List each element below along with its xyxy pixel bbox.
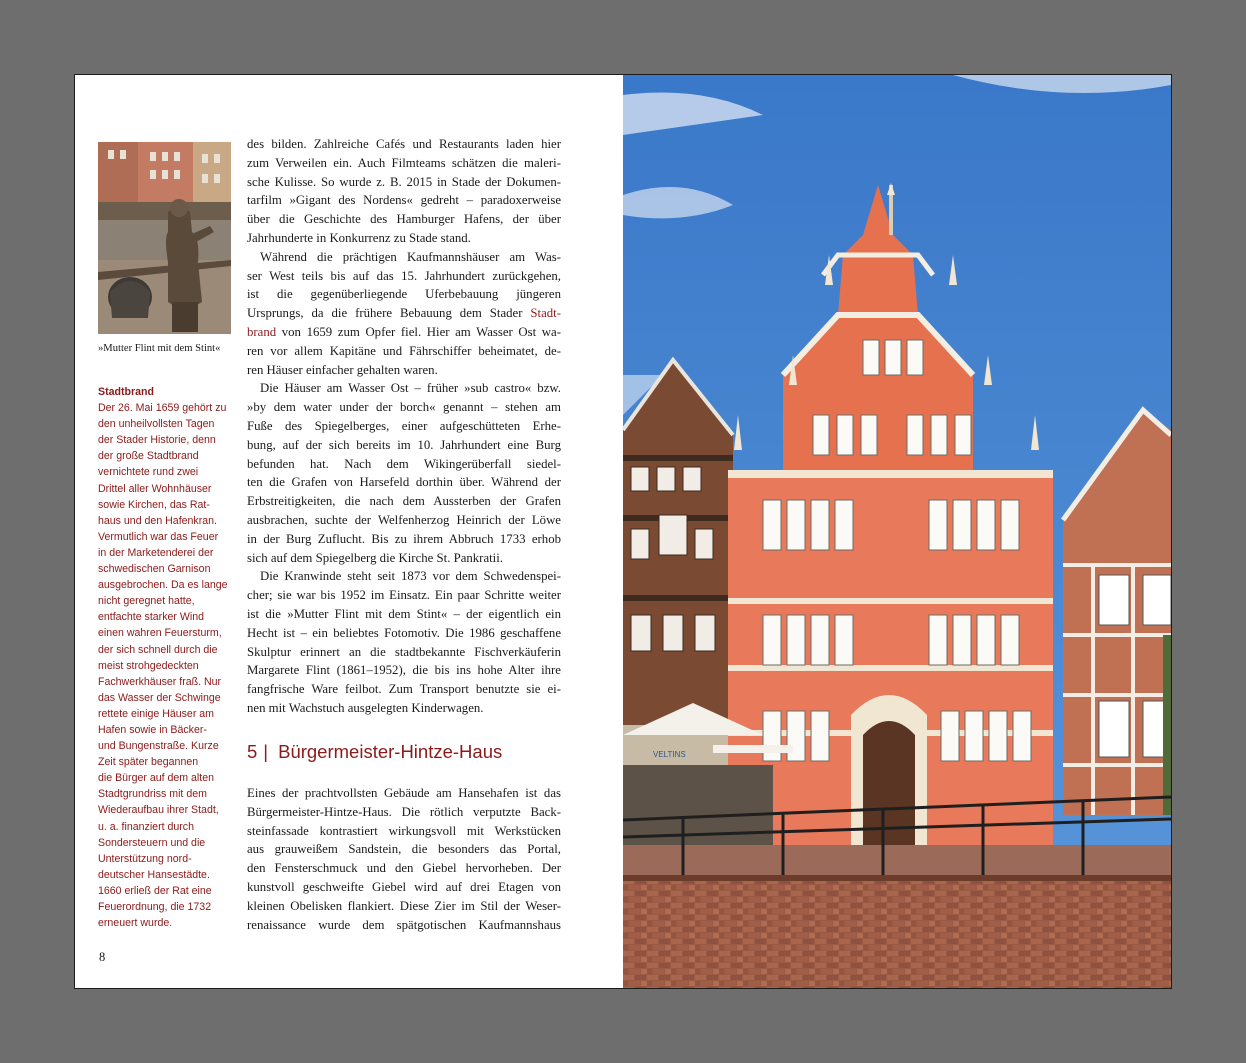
sidebar-line: den unheilvollsten Tagen xyxy=(98,418,215,431)
text-line: ist die gegenüberliegende Uferbebauung jüngeren xyxy=(247,287,561,302)
text-line: ser West teils bis auf das 15. Jahrhundert zurückgehen, xyxy=(247,268,561,283)
sidebar-line: sowie Kirchen, das Rat- xyxy=(98,498,210,511)
sidebar-line: rettete einige Häuser am xyxy=(98,707,215,720)
text-line: Die Kranwinde steht seit 1873 vor dem Schwedenspei- xyxy=(260,569,561,584)
text-line: kleinen Obelisken flankiert. Diese Zier im Stil der Weser- xyxy=(247,898,561,913)
text-line: befunden hat. Nach dem Wikingerüberfall siedel- xyxy=(247,456,561,471)
text-line: Bürgermeister-Hintze-Haus. Die rötlich verputzte Back- xyxy=(247,804,561,819)
text-line: kunstvoll geschweifte Giebel wird auf drei Etagen von xyxy=(247,879,561,894)
sidebar-line: das Wasser der Schwinge xyxy=(98,691,221,704)
left-page xyxy=(75,75,623,988)
stadtbrand-link-continued[interactable]: brand xyxy=(247,324,277,339)
buergermeister-hintze-haus-photo xyxy=(623,75,1171,988)
text-line: Fuße des Spiegelberges, einer aufgeschütteten Erhe- xyxy=(247,418,561,433)
text-line: fangfrische Ware feilbot. Zum Transport benutzte sie ei- xyxy=(247,682,561,697)
sidebar-line: und Bungenstraße. Kurze xyxy=(98,740,219,753)
text-line: cher; sie war bis 1952 im Einsatz. Ein paar Schritte weiter xyxy=(247,588,561,603)
sidebar-line: Der 26. Mai 1659 gehört zu xyxy=(98,402,227,415)
text-line: den Fensterschmuck und den Giebel hervorheben. Der xyxy=(247,861,561,876)
sidebar-line: einen wahren Feuersturm, xyxy=(98,627,222,640)
umbrella-brand-text: VELTINS xyxy=(653,750,686,759)
sidebar-line: Unterstützung nord- xyxy=(98,852,192,865)
sidebar-line: Fachwerkhäuser fraß. Nur xyxy=(98,675,222,688)
text-line: sich auf dem Spiegelberg die Kirche St. Pankratii. xyxy=(247,550,503,565)
text-line: Jahrhunderte in Konkurrenz zu Stade stand. xyxy=(247,230,471,245)
section-heading xyxy=(247,741,577,763)
text-line: ren vor allem Kapitäne und Fährschiffer beheimatet, de- xyxy=(247,343,561,358)
paragraph-2-link-line: Ursprungs, da die frühere Bebauung dem Stader Stadt- xyxy=(247,306,561,321)
sidebar-title: Stadtbrand xyxy=(98,386,154,398)
paragraph-3 xyxy=(247,379,561,567)
sidebar-line: entfachte starker Wind xyxy=(98,611,204,624)
text-line: des bilden. Zahlreiche Cafés und Restaurants laden hier xyxy=(247,137,561,151)
text-line: bung, auf der sich bereits im 10. Jahrhundert eine Burg xyxy=(247,437,561,452)
sidebar-stadtbrand xyxy=(98,384,238,931)
sidebar-line: vernichtete rund zwei xyxy=(98,466,199,479)
text-line: über die Geschichte des Hamburger Hafens, der über xyxy=(247,212,561,227)
text-line: aus grauweißem Sandstein, die besonders das Portal, xyxy=(247,842,561,857)
statue-photo-image xyxy=(98,142,231,334)
photo-caption: »Mutter Flint mit dem Stint« xyxy=(98,343,221,354)
paragraph-2 xyxy=(247,248,561,380)
body-text-main xyxy=(247,135,561,718)
sidebar-line: haus und den Hafenkran. xyxy=(98,514,217,527)
text-line: Die Häuser am Wasser Ost – früher »sub castro« bzw. xyxy=(260,381,561,396)
text-line: Während die prächtigen Kaufmannshäuser am Was- xyxy=(260,249,561,264)
sidebar-line: in der Marketenderei der xyxy=(98,546,214,559)
text-line: Hecht ist – ein beliebtes Fotomotiv. Die 1986 geschaffene xyxy=(247,625,561,640)
text-line: Margarete Flint (1861–1952), die bis ins hohe Alter ihre xyxy=(247,663,561,678)
text-line: renaissance wurde dem spätgotischen Kaufmannshaus xyxy=(247,917,561,932)
sidebar-line: Drittel aller Wohnhäuser xyxy=(98,482,212,495)
sidebar-line: schwedischen Garnison xyxy=(98,563,211,576)
mutter-flint-statue-photo xyxy=(98,142,231,334)
sidebar-line: 1660 erließ der Rat eine xyxy=(98,884,212,897)
sidebar-line: ausgebrochen. Da es lange xyxy=(98,579,228,592)
text-line: tarfilm »Gigant des Nordens« gedreht – paradoxerweise xyxy=(247,193,561,208)
book-spread xyxy=(74,74,1172,989)
text-line: Skulptur erinnert an die stadtbekannte Fischverkäuferin xyxy=(247,644,561,659)
text-line: sche Kulisse. So wurde z. B. 2015 in Stade der Dokumen- xyxy=(247,174,561,189)
page-number: 8 xyxy=(99,950,106,964)
section-body-text xyxy=(247,784,561,934)
sidebar-line: der große Stadtbrand xyxy=(98,450,199,463)
sidebar-line: erneuert wurde. xyxy=(98,917,173,930)
sidebar-line: Sondersteuern und die xyxy=(98,836,206,849)
section-divider: | xyxy=(263,741,269,762)
sidebar-line: u. a. finanziert durch xyxy=(98,820,194,833)
sidebar-text xyxy=(98,400,238,931)
text-line: ist die »Mutter Flint mit dem Stint« – der eigentlich ein xyxy=(247,606,561,621)
text-line: steinfassade kontrastiert wirkungsvoll mit Werkstücken xyxy=(247,823,561,838)
text-line: zum Verweilen ein. Auch Filmteams schätzen die maleri- xyxy=(247,155,561,170)
sidebar-line: Wiederaufbau ihrer Stadt, xyxy=(98,804,219,817)
section-number: 5 xyxy=(247,741,258,762)
sidebar-line: meist strohgedeckten xyxy=(98,659,199,672)
text-line: ren Häuser einfacher gehalten waren. xyxy=(247,362,438,377)
stadtbrand-link[interactable]: Stadt- xyxy=(530,306,561,321)
text-line: Erbstreitigkeiten, die nach dem Aussterben der Grafen xyxy=(247,494,561,509)
section-title: Bürgermeister-Hintze-Haus xyxy=(278,741,503,762)
sidebar-line: deutscher Hansestädte. xyxy=(98,868,210,881)
sidebar-line: Hafen sowie in Bäcker- xyxy=(98,723,207,736)
sidebar-line: Vermutlich war das Feuer xyxy=(98,530,219,543)
paragraph-1 xyxy=(247,135,561,248)
text-line: ausbrachen, suchte der Welfenherzog Heinrich der Löwe xyxy=(247,512,561,527)
text-line: Eines der prachtvollsten Gebäude am Hansehafen ist das xyxy=(247,786,561,800)
sidebar-line: Stadtgrundriss mit dem xyxy=(98,788,207,801)
right-page-photo xyxy=(623,75,1171,988)
sidebar-line: der Stader Historie, denn xyxy=(98,434,216,447)
text-line: ten die Grafen von Harsefeld dorthin über. Während der xyxy=(247,475,561,490)
text-line: in der Burg Zuflucht. Bis zu ihrem Abbruch 1733 erhob xyxy=(247,531,561,546)
sidebar-line: die Bürger auf dem alten xyxy=(98,772,215,785)
sidebar-line: Feuerordnung, die 1732 xyxy=(98,901,212,913)
sidebar-line: nicht geregnet hatte, xyxy=(98,595,195,608)
text-line: »by dem water under der borch« genannt – stehen am xyxy=(247,400,561,415)
paragraph-2-link-line-2: brand von 1659 zum Opfer fiel. Hier am Wasser Ost wa- xyxy=(247,324,561,339)
sidebar-line: der sich schnell durch die xyxy=(98,643,218,656)
paragraph-4 xyxy=(247,567,561,717)
sidebar-line: Zeit später begannen xyxy=(98,756,199,769)
text-line: nen mit Wachstuch ausgelegten Kinderwagen. xyxy=(247,700,484,715)
